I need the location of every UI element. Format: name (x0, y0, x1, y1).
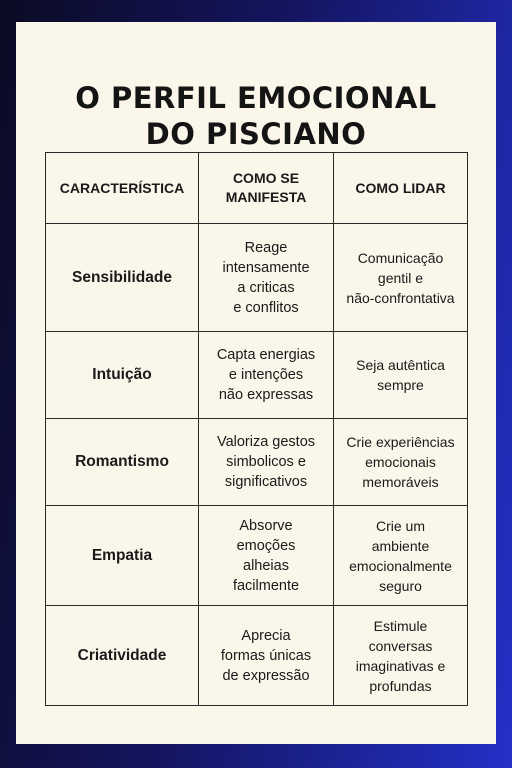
page-title (16, 80, 496, 152)
cell-manifesta: Capta energias e intenções não expressas (199, 332, 334, 419)
title-line-1: O PERFIL EMOCIONAL (75, 81, 437, 115)
table-header-row (46, 153, 468, 224)
table-row (46, 419, 468, 506)
header-como-lidar: COMO LIDAR (334, 153, 468, 224)
cell-lidar: Seja autêntica sempre (334, 332, 468, 419)
cell-manifesta: Valoriza gestos simbolicos e significativos (199, 419, 334, 506)
cell-caracteristica: Empatia (46, 506, 199, 606)
cell-caracteristica: Romantismo (46, 419, 199, 506)
table-row (46, 332, 468, 419)
cell-lidar: Comunicação gentil e não-confrontativa (334, 224, 468, 332)
cell-caracteristica: Criatividade (46, 606, 199, 706)
cell-lidar: Crie experiências emocionais memoráveis (334, 419, 468, 506)
title-line-2: DO PISCIANO (145, 117, 367, 151)
cell-caracteristica: Intuição (46, 332, 199, 419)
table-row (46, 506, 468, 606)
cell-lidar: Estimule conversas imaginativas e profundas (334, 606, 468, 706)
cell-manifesta: Reage intensamente a criticas e conflitos (199, 224, 334, 332)
emotional-profile-table (45, 152, 468, 706)
cell-manifesta: Aprecia formas únicas de expressão (199, 606, 334, 706)
cell-manifesta: Absorve emoções alheias facilmente (199, 506, 334, 606)
table-row (46, 606, 468, 706)
table-row (46, 224, 468, 332)
header-caracteristica: CARACTERÍSTICA (46, 153, 199, 224)
cell-lidar: Crie um ambiente emocionalmente seguro (334, 506, 468, 606)
cell-caracteristica: Sensibilidade (46, 224, 199, 332)
header-como-se-manifesta: COMO SE MANIFESTA (199, 153, 334, 224)
infographic-card (16, 22, 496, 744)
